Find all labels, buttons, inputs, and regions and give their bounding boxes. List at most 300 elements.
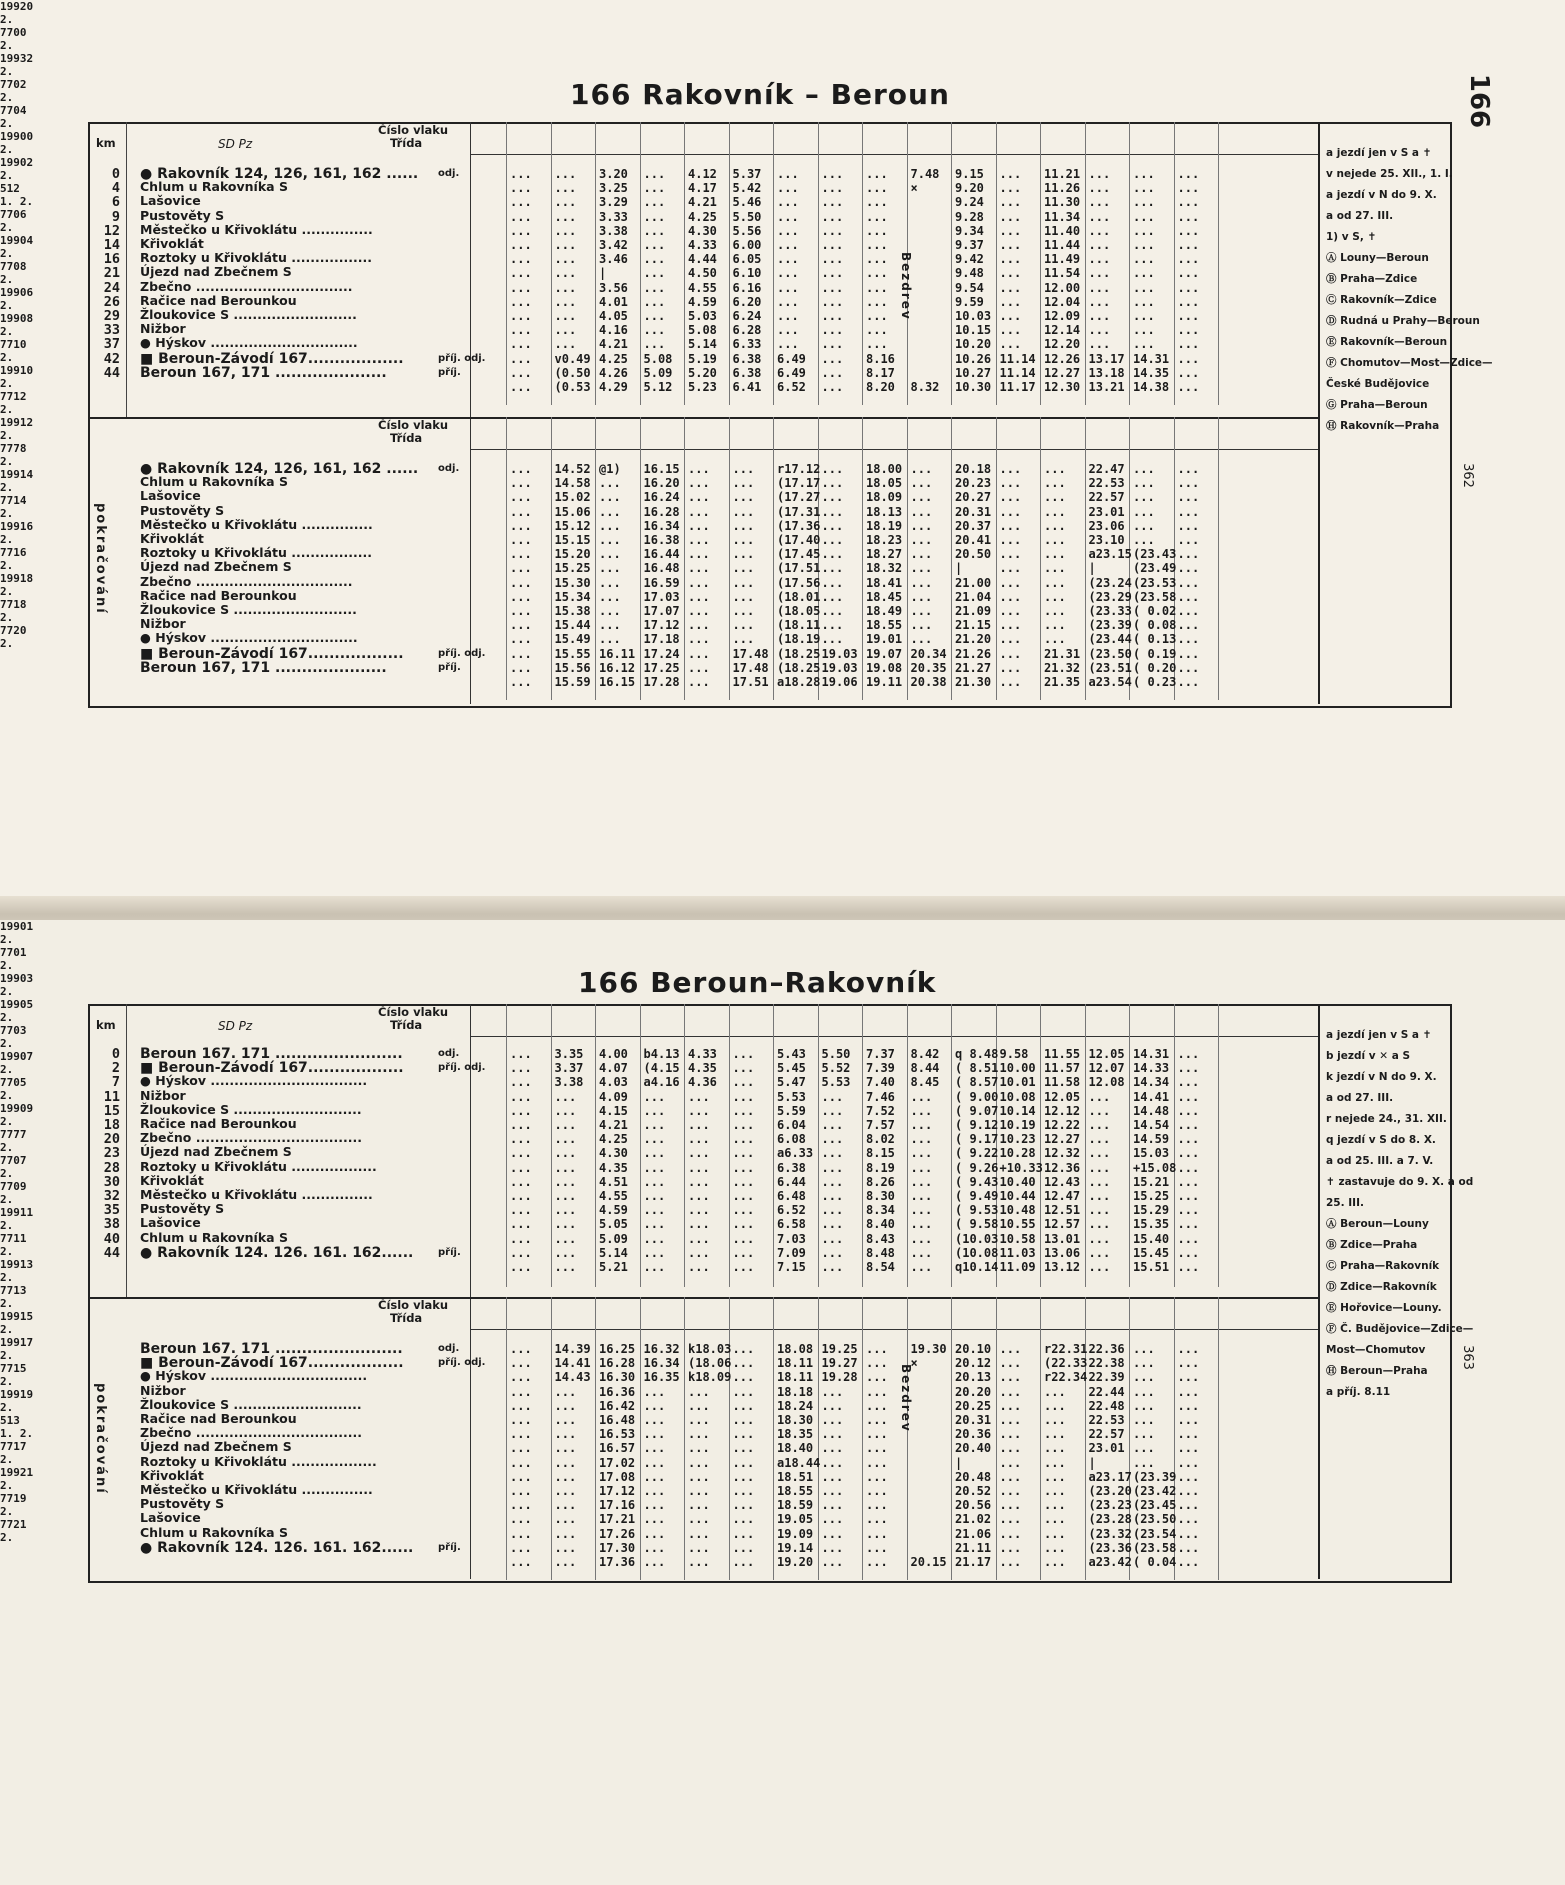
- block2-station-name: Městečko u Křivoklátu ...............: [140, 516, 373, 532]
- block2-station-name: Pustověty S: [140, 502, 225, 518]
- block2-time-cell: ...: [599, 504, 621, 519]
- block1-time-cell: 6.24: [732, 309, 762, 323]
- block2-time-cell: 16.53: [599, 1427, 636, 1442]
- block2-time-cell: a23.15: [1088, 547, 1132, 562]
- block2-time-cell: 21.02: [955, 1512, 992, 1527]
- block1-time-cell: ...: [510, 181, 532, 196]
- block2-time-cell: |: [955, 1455, 963, 1470]
- block2-time-cell: ...: [821, 1512, 844, 1527]
- block2-time-cell: 20.56: [955, 1498, 992, 1513]
- block1-time-cell: ...: [1177, 1118, 1200, 1132]
- block2-time-cell: ...: [866, 1540, 888, 1555]
- block2-column-line: [996, 1297, 997, 1580]
- block1-station-name: Žloukovice S ..........................: [140, 307, 357, 322]
- block1-time-cell: ...: [554, 223, 577, 238]
- page-number: 362: [1459, 463, 1475, 488]
- block2-time-cell: 21.31: [1044, 646, 1081, 661]
- block1-time-cell: 15.03: [1133, 1146, 1170, 1161]
- block1-time-cell: (4.15: [643, 1061, 680, 1076]
- block2-time-cell: ...: [688, 1555, 710, 1569]
- block1-time-cell: ...: [688, 1231, 710, 1246]
- block2-time-cell: (18.25: [777, 660, 821, 675]
- block2-time-cell: 16.34: [643, 1356, 680, 1371]
- block2-time-cell: ...: [688, 1484, 710, 1498]
- block1-train-number: 7707: [0, 1154, 27, 1167]
- notes-divider: [1318, 122, 1320, 704]
- block2-time-cell: 19.03: [821, 646, 858, 661]
- block2-time-cell: 17.24: [643, 646, 680, 661]
- block1-time-cell: ...: [821, 323, 844, 338]
- block1-km: 40: [103, 1230, 120, 1247]
- footnote: b jezdí v ✕ a S: [1326, 1050, 1411, 1062]
- block1-time-cell: 14.35: [1133, 365, 1170, 380]
- footnote: a příj. 8.11: [1326, 1386, 1391, 1398]
- block2-time-cell: ...: [1133, 504, 1155, 519]
- block1-time-cell: ...: [866, 167, 888, 181]
- block2-arr-dep: odj.: [438, 1343, 460, 1354]
- block2-time-cell: ...: [1133, 1384, 1155, 1399]
- block1-train-class: 2.: [0, 1063, 14, 1076]
- block1-time-cell: ( 9.22: [955, 1146, 999, 1161]
- block2-time-cell: ...: [510, 589, 532, 604]
- block1-time-cell: ...: [732, 1103, 755, 1118]
- block2-time-cell: ...: [688, 1526, 710, 1541]
- block1-time-cell: 14.34: [1133, 1075, 1170, 1090]
- block1-column-line: [1174, 1004, 1175, 1287]
- block1-time-cell: ...: [777, 209, 799, 224]
- block1-time-cell: 9.54: [955, 280, 984, 295]
- block1-time-cell: 13.17: [1088, 351, 1125, 366]
- block1-time-cell: 5.09: [599, 1231, 628, 1246]
- block2-time-cell: ...: [510, 462, 532, 476]
- block1-time-cell: ...: [1177, 309, 1200, 323]
- block1-time-cell: ...: [910, 1160, 933, 1175]
- block1-time-cell: ...: [1133, 266, 1155, 281]
- block2-time-cell: 20.31: [955, 1413, 992, 1427]
- footnote: a jezdí jen v S a ✝: [1326, 1029, 1432, 1041]
- block1-time-cell: 4.50: [688, 266, 717, 281]
- block1-time-cell: 4.29: [599, 380, 628, 394]
- block1-time-cell: 12.08: [1088, 1075, 1125, 1090]
- block1-km: 7: [111, 1074, 120, 1091]
- block1-time-cell: ...: [821, 337, 844, 352]
- block2-time-cell: 17.48: [732, 660, 769, 675]
- block2-station-name: Pustověty S: [140, 1496, 225, 1512]
- block1-time-cell: ...: [821, 1118, 844, 1132]
- block2-time-cell: ...: [599, 547, 621, 562]
- block2-time-cell: ...: [999, 561, 1022, 576]
- block2-time-cell: ...: [732, 1356, 755, 1371]
- block2-time-cell: ...: [1133, 490, 1155, 505]
- block2-train-number: 513: [0, 1414, 20, 1427]
- block2-time-cell: ...: [866, 1555, 888, 1569]
- block2-time-cell: 15.15: [554, 533, 591, 547]
- block2-time-cell: ...: [999, 533, 1022, 547]
- block2-time-cell: 16.32: [643, 1342, 680, 1356]
- block2-column-line: [1085, 417, 1086, 700]
- block1-time-cell: 6.10: [732, 266, 762, 281]
- block2-time-cell: ...: [510, 1384, 532, 1399]
- block1-time-cell: ...: [821, 365, 844, 380]
- block1-time-cell: ...: [688, 1118, 710, 1132]
- block2-time-cell: 21.26: [955, 646, 992, 661]
- block2-time-cell: ...: [1044, 604, 1066, 618]
- block1-time-cell: 4.21: [688, 195, 717, 210]
- block2-time-cell: r22.31: [1044, 1342, 1088, 1356]
- block2-time-cell: ...: [1177, 476, 1200, 491]
- block2-time-cell: ...: [821, 462, 844, 476]
- block2-time-cell: 21.04: [955, 589, 992, 604]
- block1-time-cell: ...: [1088, 309, 1111, 323]
- block1-time-cell: ...: [688, 1260, 710, 1274]
- footnote: Ⓗ Beroun—Praha: [1326, 1365, 1428, 1377]
- block2-time-cell: ...: [554, 1384, 577, 1399]
- block2-time-cell: ...: [688, 547, 710, 562]
- block1-time-cell: 8.48: [866, 1245, 895, 1260]
- block2-time-cell: 16.48: [599, 1413, 636, 1427]
- block1-time-cell: 14.54: [1133, 1118, 1170, 1132]
- block1-time-cell: 10.08: [999, 1089, 1036, 1104]
- block1-train-number: 19911: [0, 1206, 34, 1219]
- block1-time-cell: (0.50: [554, 365, 591, 380]
- block1-time-cell: ...: [821, 1203, 844, 1218]
- block2-time-cell: 18.59: [777, 1498, 814, 1513]
- block2-time-cell: ...: [510, 1398, 532, 1413]
- block1-time-cell: 7.03: [777, 1231, 806, 1246]
- block2-time-cell: ( 0.19: [1133, 646, 1177, 661]
- block1-time-cell: 6.33: [732, 337, 762, 352]
- block2-column-line: [1218, 1297, 1219, 1580]
- block2-time-cell: ...: [688, 632, 710, 647]
- block2-column-line: [1040, 1297, 1041, 1580]
- block1-time-cell: ...: [866, 294, 888, 309]
- block2-time-cell: ...: [732, 561, 755, 576]
- block1-time-cell: 11.40: [1044, 223, 1081, 238]
- class-header: Třída: [390, 431, 423, 445]
- block2-time-cell: ...: [732, 476, 755, 491]
- block1-time-cell: ...: [1088, 1203, 1111, 1218]
- block1-time-cell: ...: [1177, 223, 1200, 238]
- block2-time-cell: |: [1088, 561, 1096, 576]
- block1-time-cell: ...: [777, 294, 799, 309]
- block2-time-cell: ...: [1177, 1484, 1200, 1498]
- block1-time-cell: ...: [821, 238, 844, 252]
- block1-time-cell: ...: [777, 167, 799, 181]
- block2-time-cell: ...: [599, 476, 621, 491]
- block2-train-number: 7713: [0, 1284, 27, 1297]
- block1-station-name: Nižbor: [140, 321, 186, 337]
- block2-time-cell: 18.41: [866, 575, 903, 590]
- block1-time-cell: 7.15: [777, 1260, 806, 1274]
- block1-time-cell: ...: [554, 238, 577, 252]
- block2-train-class: 2.: [0, 1401, 14, 1414]
- block1-time-cell: ...: [777, 223, 799, 238]
- block2-time-cell: ...: [510, 1342, 532, 1356]
- block2-time-cell: ...: [999, 589, 1022, 604]
- block1-time-cell: 4.25: [688, 209, 717, 224]
- block1-time-cell: ...: [866, 181, 888, 196]
- block2-time-cell: ...: [1044, 490, 1066, 505]
- block1-km: 4: [111, 180, 120, 197]
- block2-time-cell: ...: [910, 618, 933, 633]
- block2-column-line: [595, 1297, 596, 1580]
- block2-time-cell: 21.27: [955, 660, 992, 675]
- block2-time-cell: ...: [732, 1555, 755, 1569]
- block2-time-cell: (23.32: [1088, 1526, 1132, 1541]
- block2-station-name: Lašovice: [140, 488, 201, 504]
- block1-train-number: 7701: [0, 946, 27, 959]
- block1-time-cell: 3.29: [599, 195, 628, 210]
- block1-time-cell: 7.46: [866, 1089, 895, 1104]
- block2-time-cell: 18.45: [866, 589, 903, 604]
- block1-column-line: [1218, 122, 1219, 405]
- block1-time-cell: 10.01: [999, 1075, 1036, 1090]
- block1-time-cell: ...: [510, 351, 532, 366]
- block1-time-cell: ...: [554, 280, 577, 295]
- block2-station-name: Křivoklát: [140, 531, 204, 546]
- block1-time-cell: 12.09: [1044, 309, 1081, 323]
- block1-time-cell: ...: [510, 1132, 532, 1147]
- block1-time-cell: ...: [999, 195, 1022, 210]
- block2-time-cell: ...: [1177, 1413, 1200, 1427]
- block2-time-cell: ...: [821, 1484, 844, 1498]
- block1-km: 32: [103, 1188, 120, 1204]
- block1-time-cell: 4.59: [599, 1203, 628, 1218]
- block1-time-cell: ...: [554, 1231, 577, 1246]
- block2-column-line: [862, 1297, 863, 1580]
- footnote: a jezdí v N do 9. X.: [1326, 189, 1437, 201]
- block2-time-cell: ( 0.13: [1133, 632, 1177, 647]
- block1-time-cell: ...: [821, 252, 844, 267]
- block2-time-cell: ...: [821, 490, 844, 505]
- block1-time-cell: ...: [1088, 1132, 1111, 1147]
- block2-time-cell: 18.05: [866, 476, 903, 491]
- block1-time-cell: ...: [510, 266, 532, 281]
- block2-time-cell: 21.20: [955, 632, 992, 647]
- block1-time-cell: ...: [643, 1132, 666, 1147]
- block1-time-cell: 10.19: [999, 1118, 1036, 1132]
- block1-time-cell: 7.09: [777, 1245, 806, 1260]
- block1-time-cell: 9.48: [955, 266, 984, 281]
- block2-time-cell: 15.30: [554, 575, 591, 590]
- block1-time-cell: 14.41: [1133, 1089, 1170, 1104]
- block1-km: 44: [103, 364, 120, 381]
- block2-time-cell: (23.24: [1088, 575, 1132, 590]
- block2-time-cell: ...: [510, 1526, 532, 1541]
- block2-time-cell: 16.25: [599, 1342, 636, 1356]
- block2-station-name: ● Rakovník 124, 126, 161, 162 ......: [140, 461, 419, 477]
- block1-km: 37: [103, 336, 120, 353]
- block1-time-cell: ...: [688, 1089, 710, 1104]
- block1-column-line: [862, 122, 863, 405]
- block1-time-cell: ...: [554, 1118, 577, 1132]
- block2-station-name: Žloukovice S ..........................: [140, 602, 357, 617]
- block2-time-cell: ...: [732, 1413, 755, 1427]
- block1-time-cell: ...: [510, 195, 532, 210]
- block1-time-cell: ...: [510, 209, 532, 224]
- block1-time-cell: ...: [510, 280, 532, 295]
- block2-time-cell: ...: [643, 1512, 666, 1527]
- block2-time-cell: 16.12: [599, 660, 636, 675]
- block2-time-cell: ...: [821, 1384, 844, 1399]
- block1-station-name: Račice nad Berounkou: [140, 292, 297, 308]
- block2-time-cell: ...: [732, 604, 755, 618]
- block1-time-cell: ...: [910, 1245, 933, 1260]
- block2-time-cell: ...: [732, 1441, 755, 1456]
- block1-time-cell: 5.59: [777, 1103, 806, 1118]
- block1-train-number: 7709: [0, 1180, 27, 1193]
- footnote: q jezdí v S do 8. X.: [1326, 1134, 1436, 1146]
- block2-time-cell: ...: [554, 1512, 577, 1527]
- block2-time-cell: 14.58: [554, 476, 591, 491]
- block1-train-class: 2.: [0, 1115, 14, 1128]
- footnote: Ⓕ Č. Budějovice—Zdice—: [1326, 1323, 1474, 1335]
- block2-time-cell: r22.34: [1044, 1370, 1088, 1385]
- block2-time-cell: 17.08: [599, 1469, 636, 1484]
- block1-time-cell: 10.03: [955, 309, 992, 323]
- block1-time-cell: 3.33: [599, 209, 628, 224]
- side-table-number: 166: [1464, 73, 1495, 129]
- block1-time-cell: 5.23: [688, 380, 717, 394]
- block2-time-cell: (23.45: [1133, 1498, 1177, 1513]
- block1-time-cell: 3.46: [599, 252, 628, 267]
- bezdrev-label: Bezdrev: [899, 252, 913, 321]
- block2-time-cell: |: [955, 561, 963, 576]
- block2-time-cell: 22.36: [1088, 1342, 1125, 1356]
- footnote: Most—Chomutov: [1326, 1344, 1426, 1356]
- block2-time-cell: (23.58: [1133, 1540, 1177, 1555]
- block1-time-cell: ...: [688, 1203, 710, 1218]
- sd-header: SD Pz: [218, 1019, 253, 1033]
- block1-station-name: Nižbor: [140, 1087, 186, 1103]
- block2-time-cell: ...: [1044, 476, 1066, 491]
- block2-time-cell: (18.19: [777, 632, 821, 647]
- block1-station-name: Újezd nad Zbečnem S: [140, 1144, 292, 1160]
- block1-time-cell: 6.41: [732, 380, 762, 394]
- page-number: 363: [1459, 1345, 1475, 1370]
- block2-station-name: ● Hýskov .................................: [140, 1368, 368, 1384]
- block1-column-line: [684, 1004, 685, 1287]
- block1-train-class: 2.: [0, 985, 14, 998]
- block1-column-line: [1129, 122, 1130, 405]
- block1-time-cell: 5.50: [821, 1047, 851, 1061]
- block1-column-line: [1129, 1004, 1130, 1287]
- block2-time-cell: (17.40: [777, 533, 821, 547]
- block2-time-cell: ...: [732, 1455, 755, 1470]
- block2-train-class: 2.: [0, 1297, 14, 1310]
- block1-km: 35: [103, 1202, 120, 1219]
- block1-time-cell: ...: [643, 266, 666, 281]
- block2-time-cell: ...: [643, 1484, 666, 1498]
- block1-arr-dep: odj.: [438, 168, 460, 179]
- block2-time-cell: ...: [732, 1512, 755, 1527]
- block1-time-cell: 12.32: [1044, 1146, 1081, 1161]
- block2-time-cell: (23.44: [1088, 632, 1132, 647]
- block2-time-cell: ...: [821, 1398, 844, 1413]
- block2-time-cell: ...: [999, 604, 1022, 618]
- block1-time-cell: ...: [1177, 1231, 1200, 1246]
- block2-time-cell: (23.36: [1088, 1540, 1132, 1555]
- block2-time-cell: ...: [732, 575, 755, 590]
- block2-train-number: 19918: [0, 572, 34, 585]
- timetable: [0, 920, 1565, 1569]
- block1-time-cell: ...: [821, 1217, 844, 1232]
- block1-time-cell: ...: [999, 209, 1022, 224]
- block2-time-cell: 22.53: [1088, 1413, 1125, 1427]
- block1-time-cell: ( 9.12: [955, 1118, 999, 1132]
- block2-time-cell: 19.01: [866, 632, 903, 647]
- block1-km: 38: [103, 1216, 120, 1233]
- block1-time-cell: ...: [866, 280, 888, 295]
- block2-station-name: Nižbor: [140, 616, 186, 632]
- block1-train-number: 19900: [0, 130, 34, 143]
- block1-train-class: 2.: [0, 1089, 14, 1102]
- block2-time-cell: ...: [643, 1455, 666, 1470]
- block1-time-cell: 11.17: [999, 380, 1036, 394]
- block2-time-cell: 18.30: [777, 1413, 814, 1427]
- block2-column-line: [506, 417, 507, 700]
- block2-time-cell: 21.30: [955, 675, 992, 689]
- block1-time-cell: 12.05: [1044, 1089, 1081, 1104]
- block2-time-cell: ...: [510, 1469, 532, 1484]
- class-header: Třída: [390, 1018, 423, 1032]
- block2-time-cell: a18.28: [777, 675, 821, 689]
- block1-train-class: 2.: [0, 65, 14, 78]
- block2-column-line: [684, 1297, 685, 1580]
- block2-time-cell: 16.11: [599, 646, 636, 661]
- block2-time-cell: (23.53: [1133, 575, 1177, 590]
- block2-time-cell: 21.11: [955, 1540, 992, 1555]
- block2-time-cell: (17.17: [777, 476, 821, 491]
- block2-time-cell: 20.36: [955, 1427, 992, 1442]
- block1-time-cell: ...: [554, 1260, 577, 1274]
- block2-time-cell: ...: [643, 1441, 666, 1456]
- block2-time-cell: ...: [999, 675, 1022, 689]
- block2-time-cell: 14.43: [554, 1370, 591, 1385]
- station-divider: [470, 1004, 471, 1579]
- block1-time-cell: 12.05: [1088, 1047, 1125, 1061]
- block1-time-cell: 6.16: [732, 280, 762, 295]
- block1-train-class: 2.: [0, 933, 14, 946]
- block1-time-cell: ...: [999, 294, 1022, 309]
- block2-time-cell: 17.30: [599, 1540, 636, 1555]
- block2-time-cell: 18.51: [777, 1469, 814, 1484]
- block1-time-cell: ...: [554, 1160, 577, 1175]
- block1-time-cell: ...: [643, 252, 666, 267]
- block1-column-line: [506, 1004, 507, 1287]
- block1-time-cell: ...: [554, 1245, 577, 1260]
- block2-time-cell: 21.06: [955, 1526, 992, 1541]
- block1-km: 14: [103, 237, 120, 253]
- block2-time-cell: ...: [999, 1555, 1022, 1569]
- block1-time-cell: ...: [510, 1075, 532, 1090]
- block1-time-cell: 8.26: [866, 1174, 895, 1189]
- block2-time-cell: 21.35: [1044, 675, 1081, 689]
- block1-train-class: 2.: [0, 1037, 14, 1050]
- block1-time-cell: ...: [643, 1174, 666, 1189]
- block1-time-cell: 12.12: [1044, 1103, 1081, 1118]
- block2-time-cell: ...: [910, 504, 933, 519]
- block1-time-cell: 10.28: [999, 1146, 1036, 1161]
- block2-time-cell: ...: [1044, 1555, 1066, 1569]
- block1-time-cell: ...: [821, 1189, 844, 1203]
- block2-time-cell: ...: [910, 604, 933, 618]
- block2-time-cell: ...: [732, 1484, 755, 1498]
- block1-time-cell: ...: [1177, 1146, 1200, 1161]
- block2-time-cell: 15.38: [554, 604, 591, 618]
- block1-time-cell: 9.34: [955, 223, 984, 238]
- block1-time-cell: 6.08: [777, 1132, 806, 1147]
